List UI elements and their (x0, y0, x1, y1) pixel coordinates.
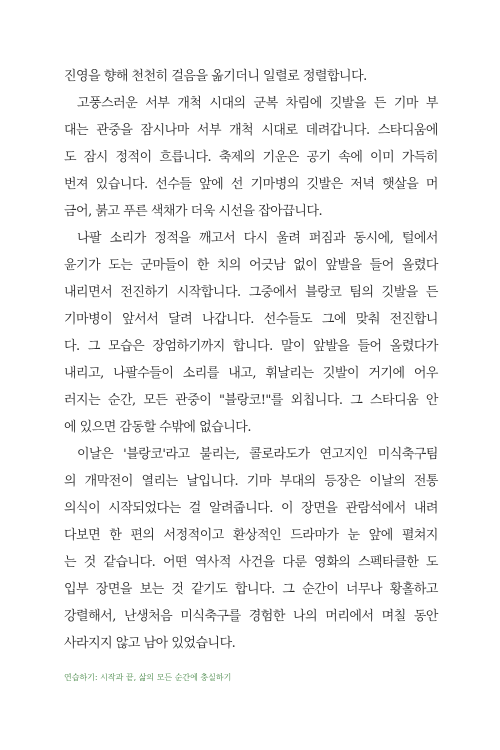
text-line: 이날은 '블랑코'라고 불리는, 콜로라도가 연고지인 미식축구팀 (77, 447, 438, 462)
text-line: 의 개막전이 열리는 날입니다. 기마 부대의 등장은 이날의 전통 (64, 474, 438, 489)
text-line: 고풍스러운 서부 개척 시대의 군복 차림에 깃발을 든 기마 부 (77, 96, 438, 111)
paragraph (64, 90, 438, 225)
text-line: 내리면서 전진하기 시작합니다. 그중에서 블랑코 팀의 깃발을 든 (64, 285, 438, 300)
text-line: 에 있으면 감동할 수밖에 없습니다. (64, 420, 251, 435)
body-text (64, 63, 438, 657)
text-line: 기마병이 앞서서 달려 나갑니다. 선수들도 그에 맞춰 전진합니 (64, 312, 438, 327)
text-line: 도 잠시 정적이 흐릅니다. 축제의 기운은 공기 속에 이미 가득히 (64, 150, 438, 165)
paragraph (64, 441, 438, 657)
text-line: 대는 관중을 잠시나마 서부 개척 시대로 데려갑니다. 스타디움에 (64, 123, 438, 138)
text-line: 러지는 순간, 모든 관중이 "블랑코!"를 외칩니다. 그 스타디움 안 (64, 393, 438, 408)
text-line: 윤기가 도는 군마들이 한 치의 어긋남 없이 앞발을 들어 올렸다 (64, 258, 438, 273)
paragraph (64, 63, 438, 90)
text-line: 입부 장면을 보는 것 같기도 합니다. 그 순간이 너무나 황홀하고 (64, 582, 438, 597)
text-line: 사라지지 않고 남아 있었습니다. (64, 636, 236, 651)
paragraph (64, 225, 438, 441)
text-line: 나팔 소리가 정적을 깨고서 다시 울려 퍼짐과 동시에, 털에서 (77, 231, 438, 246)
text-line: 다보면 한 편의 서정적이고 환상적인 드라마가 눈 앞에 펼쳐지 (64, 528, 438, 543)
text-line: 의식이 시작되었다는 걸 알려줍니다. 이 장면을 관람석에서 내려 (64, 501, 438, 516)
text-line: 내리고, 나팔수들이 소리를 내고, 휘날리는 깃발이 거기에 어우 (64, 366, 438, 381)
text-line: 는 것 같습니다. 어떤 역사적 사건을 다룬 영화의 스펙타클한 도 (64, 555, 438, 570)
text-line: 진영을 향해 천천히 걸음을 옮기더니 일렬로 정렬합니다. (64, 69, 367, 84)
text-line: 번져 있습니다. 선수들 앞에 선 기마병의 깃발은 저녁 햇살을 머 (64, 177, 438, 192)
text-line: 강렬해서, 난생처음 미식축구를 경험한 나의 머리에서 며칠 동안 (64, 609, 438, 624)
text-line: 다. 그 모습은 장엄하기까지 합니다. 말이 앞발을 들어 올렸다가 (64, 339, 438, 354)
text-line: 금어, 붉고 푸른 색채가 더욱 시선을 잡아끕니다. (64, 204, 323, 219)
running-footer: 연습하기: 시작과 끝, 삶의 모든 순간에 충실하기 (64, 673, 232, 682)
